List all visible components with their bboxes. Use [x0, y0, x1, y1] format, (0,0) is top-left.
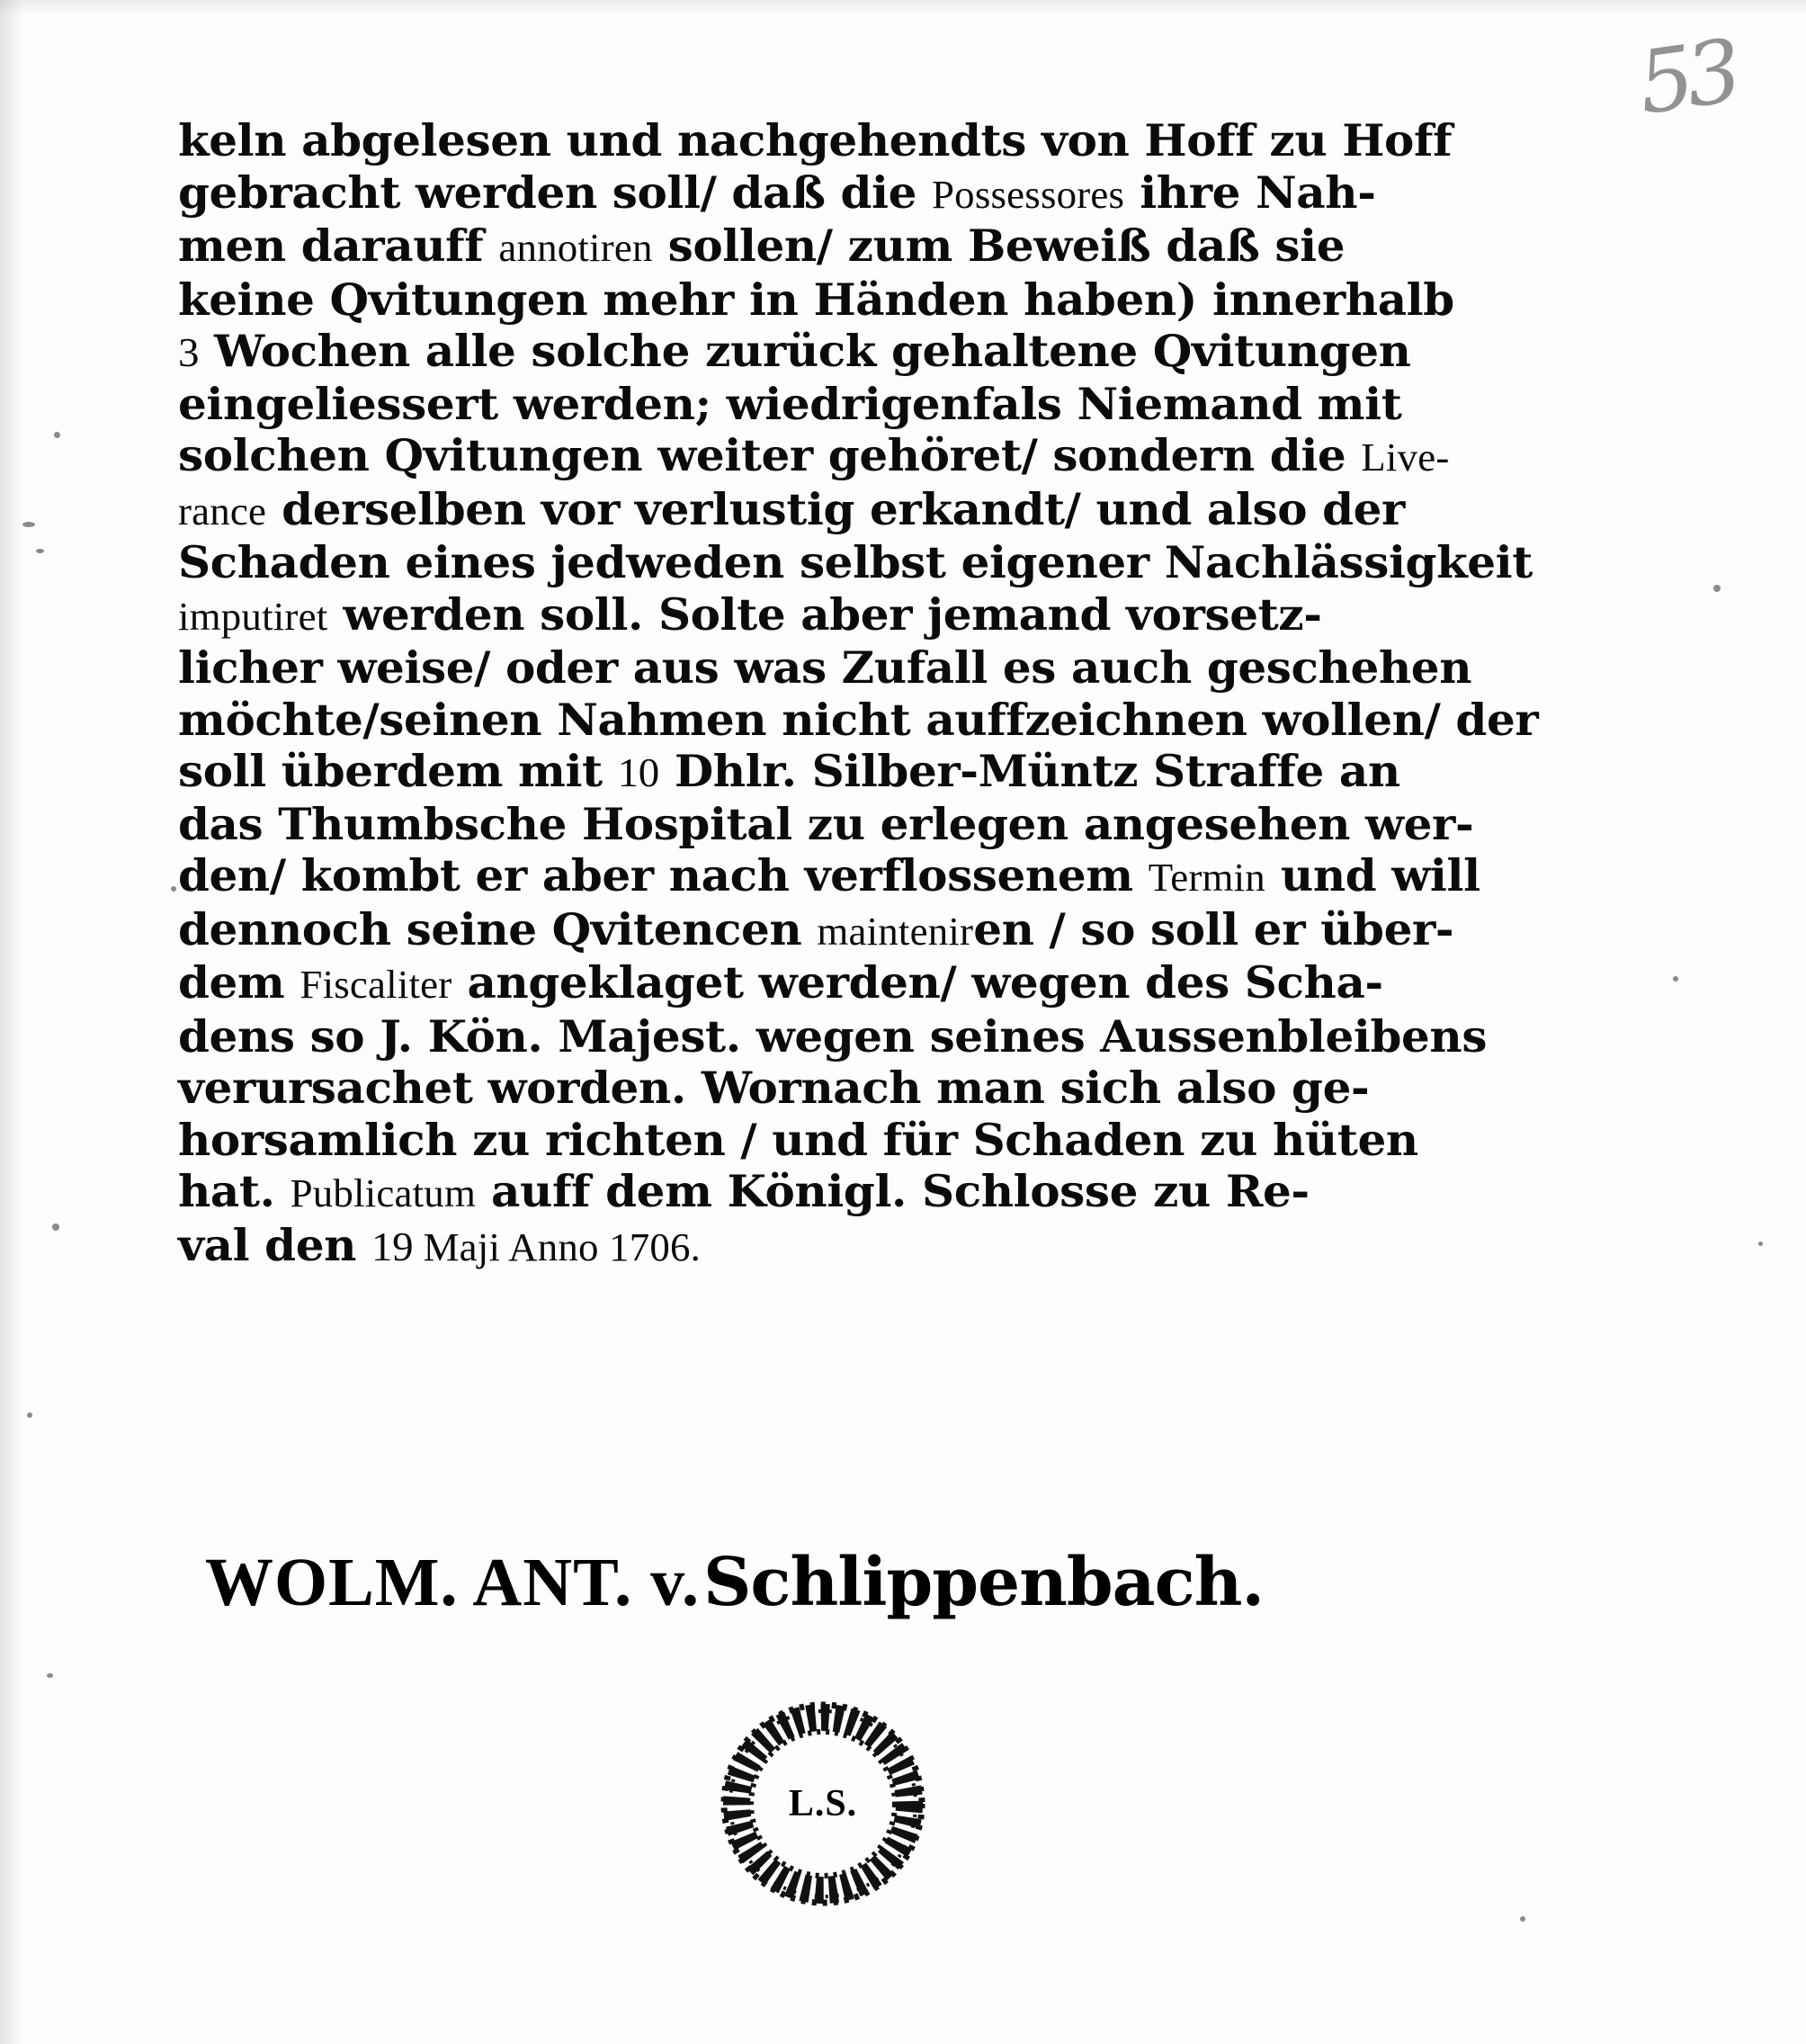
roman-text: Fiscaliter: [300, 963, 452, 1007]
fraktur-text: hat.: [178, 1165, 291, 1217]
fraktur-text: verursachet worden. Wornach man sich also ge-: [178, 1062, 1370, 1114]
fraktur-text: und will: [1265, 849, 1480, 901]
roman-text: imputiret: [178, 594, 328, 639]
text-line: [178, 274, 1526, 327]
text-line: [178, 326, 1526, 379]
text-line: [178, 379, 1526, 431]
fraktur-text: ihre Nah-: [1124, 166, 1376, 219]
signature-line: [205, 1544, 1482, 1622]
text-line: [178, 1062, 1526, 1115]
text-line: [178, 430, 1526, 484]
scan-speck: [1713, 585, 1721, 592]
text-line: [178, 693, 1539, 747]
fraktur-text: das Thumbsche Hospital zu erlegen angesehen wer-: [178, 797, 1474, 850]
text-line: [178, 220, 1526, 274]
text-line: [178, 850, 1526, 904]
fraktur-text: men darauff: [178, 220, 499, 272]
text-line: [178, 904, 1526, 958]
roman-text: 3: [178, 329, 200, 375]
scan-speck: [36, 549, 44, 553]
text-line: [178, 957, 1526, 1011]
fraktur-text: en / so soll er über-: [973, 902, 1454, 955]
scan-speck: [52, 1224, 59, 1231]
scan-speck: [54, 432, 60, 438]
text-line: [178, 1115, 1526, 1167]
text-line: [178, 799, 1526, 851]
roman-text: maintenir: [817, 909, 974, 954]
fraktur-text: Schaden eines jedweden selbst eigener Nachlässigkeit: [178, 536, 1533, 588]
text-line: [178, 115, 1526, 167]
signature-roman: WOLM. ANT. v.: [205, 1545, 700, 1620]
fraktur-text: Dhlr. Silber-Müntz Straffe an: [658, 745, 1400, 797]
text-line: [178, 167, 1526, 221]
fraktur-text: val den: [178, 1218, 372, 1271]
roman-text: Live-: [1361, 435, 1450, 480]
roman-text: Maji Anno 1706.: [413, 1224, 702, 1269]
fraktur-text: derselben vor verlustig erkandt/ und also der: [266, 482, 1405, 535]
roman-text: Possessores: [932, 172, 1125, 217]
roman-text: Publicatum: [290, 1171, 477, 1215]
roman-text: Termin: [1148, 856, 1265, 900]
text-line: [178, 1011, 1526, 1063]
page-edge-shadow-left: [0, 0, 23, 2044]
scan-speck: [1673, 976, 1678, 982]
fraktur-text: licher weise/ oder aus was Zufall es auch geschehen: [178, 641, 1472, 694]
scan-speck: [47, 1673, 53, 1678]
roman-text: 10: [617, 749, 659, 795]
fraktur-text: dem: [178, 956, 300, 1009]
page-edge-shadow-top: [0, 0, 1806, 16]
text-line: [178, 746, 1526, 799]
text-line: [178, 1166, 1526, 1220]
text-line: [178, 536, 1533, 589]
text-line: [178, 642, 1526, 695]
fraktur-text: eingeliessert werden; wiedrigenfals Niemand mit: [178, 377, 1402, 430]
fraktur-text: dennoch seine Qvitencen: [178, 902, 818, 955]
scan-speck: [22, 522, 35, 527]
scan-speck: [171, 886, 176, 892]
fraktur-text: keine Qvitungen mehr in Händen haben) innerhalb: [178, 273, 1454, 326]
folio-number: 53: [1632, 21, 1741, 134]
text-line: [178, 1220, 1526, 1274]
scan-speck: [27, 1412, 32, 1418]
fraktur-text: dens so J. Kön. Majest. wegen seines Aussenbleibens: [178, 1009, 1488, 1062]
roman-text: 19: [371, 1223, 414, 1269]
scan-speck: [1758, 1242, 1763, 1246]
roman-text: annotiren: [498, 226, 653, 270]
text-line: [178, 589, 1526, 643]
fraktur-text: angeklaget werden/ wegen des Scha-: [452, 956, 1383, 1009]
fraktur-text: den/ kombt er aber nach verflossenem: [178, 849, 1149, 901]
fraktur-text: sollen/ zum Beweiß daß sie: [652, 220, 1346, 272]
signature-fraktur: Schlippenbach.: [702, 1544, 1265, 1621]
fraktur-text: keln abgelesen und nachgehendts von Hoff zu Hoff: [178, 114, 1453, 166]
fraktur-text: möchte/seinen Nahmen nicht auffzeichnen wollen/ der: [178, 693, 1539, 746]
fraktur-text: auff dem Königl. Schlosse zu Re-: [476, 1165, 1310, 1217]
seal-stamp: [711, 1691, 935, 1916]
roman-text: rance: [178, 489, 267, 533]
text-line: [178, 484, 1526, 538]
seal-label: L.S.: [788, 1783, 858, 1824]
body-text-block: [178, 114, 1539, 1273]
fraktur-text: werden soll. Solte aber jemand vorsetz-: [327, 587, 1322, 641]
fraktur-text: horsamlich zu richten / und für Schaden zu hüten: [178, 1113, 1418, 1166]
scan-speck: [1520, 1916, 1525, 1922]
fraktur-text: gebracht werden soll/ daß die: [178, 166, 933, 219]
fraktur-text: Wochen alle solche zurück gehaltene Qvitungen: [199, 325, 1411, 377]
fraktur-text: solchen Qvitungen weiter gehöret/ sondern die: [178, 429, 1362, 481]
fraktur-text: soll überdem mit: [178, 745, 618, 797]
